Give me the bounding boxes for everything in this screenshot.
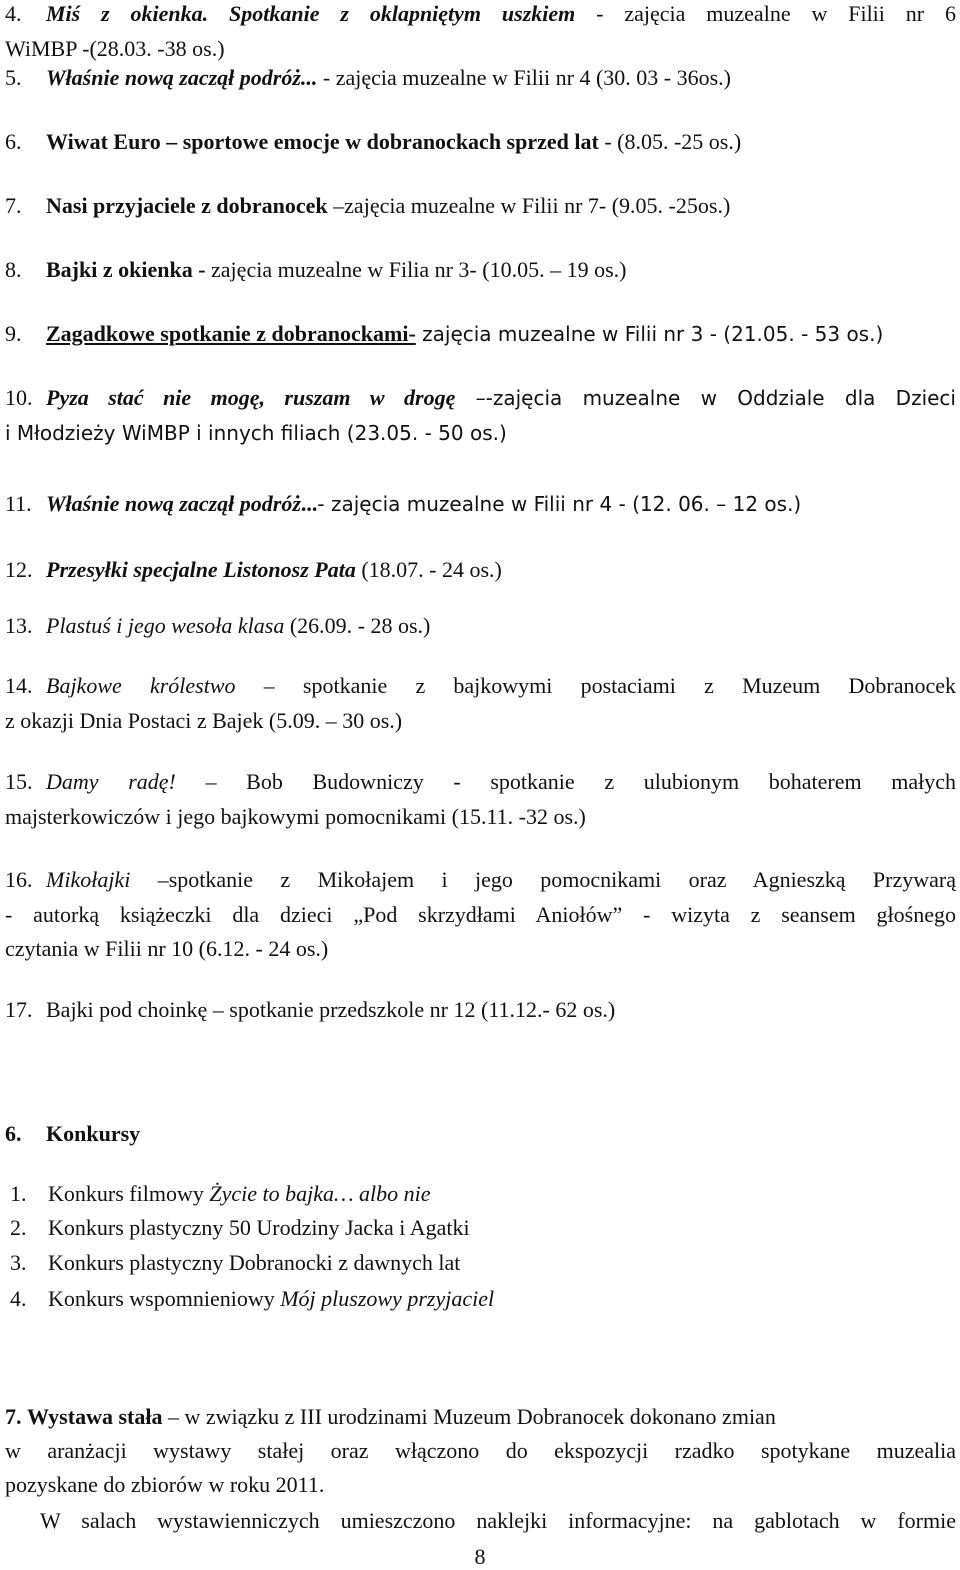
item-text [46,256,956,284]
item-continuation: majsterkowiczów i jego bajkowymi pomocnikami (15.11. -32 os.) [5,804,586,829]
item-text-part: zajęcia muzealne w Filii nr 3 - (21.05. - 53 os.) [415,322,884,346]
item-number: 12. [5,557,33,582]
item-text [46,0,956,28]
item-text-part: Miś z okienka. Spotkanie z oklapniętym uszkiem [46,1,576,26]
item-text-part: Bajkowe królestwo [46,673,236,698]
paragraph-line: W salach wystawienniczych umieszczono naklejki informacyjne: na gablotach w formie [40,1508,956,1533]
item-number: 14. [5,673,33,698]
item-text-part: (18.07. - 24 os.) [355,557,502,582]
item-text [46,612,956,640]
contest-number: 2. [10,1215,27,1240]
item-text-part: zajęcia muzealne w Filia nr 3- (10.05. – 19 os.) [211,257,627,282]
contest-title: Mój pluszowy przyjaciel [280,1286,495,1311]
section-title: Wystawa stała [27,1404,163,1429]
item-number: 10. [5,385,33,410]
item-text-part: Wiwat Euro – sportowe emocje w dobranockach sprzed lat [46,129,599,154]
item-text-part: Plastuś i jego wesoła klasa [46,613,285,638]
item-number: 8. [5,257,22,282]
item-number: 5. [5,65,22,90]
contest-text [48,1285,494,1313]
item-text-part: Bajki pod choinkę – spotkanie przedszkole nr 12 (11.12.- 62 os.) [46,997,616,1022]
item-text-part: ... [300,491,318,516]
contest-label: Konkurs plastyczny 50 Urodziny Jacka i Agatki [48,1215,470,1240]
contest-label: Konkurs plastyczny Dobranocki z dawnych lat [48,1250,461,1275]
item-text [46,384,956,412]
contest-label: Konkurs filmowy [48,1181,210,1206]
item-text [46,320,956,348]
paragraph-line: w aranżacji wystawy stałej oraz włączono do ekspozycji rzadko spotykane muzealia [5,1438,956,1463]
item-text-part: –zajęcia muzealne w Filii nr 7- (9.05. -25os.) [327,193,731,218]
item-text [46,556,956,584]
item-continuation: czytania w Filii nr 10 (6.12. - 24 os.) [5,936,329,961]
contest-number: 1. [10,1181,27,1206]
contest-title: Życie to bajka… albo nie [209,1181,431,1206]
item-text-part: Właśnie nową zaczął podróż [46,491,301,516]
paragraph-line: pozyskane do zbiorów w roku 2011. [5,1472,325,1497]
contest-number: 4. [10,1286,27,1311]
contest-text [48,1180,431,1208]
item-text-part: - zajęcia muzealne w Filii nr 6 [575,1,956,26]
item-text-part: Bajki z okienka [46,257,193,282]
item-text [46,64,956,92]
item-text-part: - [192,257,212,282]
item-continuation: z okazji Dnia Postaci z Bajek (5.09. – 30 os.) [5,708,403,733]
item-continuation: WiMBP -(28.03. -38 os.) [5,36,225,61]
item-text-part: – spotkanie z bajkowymi postaciami z Muzeum Dobranocek [235,673,956,698]
item-text [46,672,956,700]
page-number: 8 [474,1544,486,1569]
item-text [46,866,956,894]
item-number: 16. [5,867,33,892]
item-text-part: Pyza stać nie mogę, ruszam w drogę [46,385,456,410]
item-number: 6. [5,129,22,154]
item-text-part: - (8.05. -25 os.) [598,129,742,154]
item-text-part: Damy radę! [46,769,176,794]
item-text-part: – Bob Budowniczy - spotkanie z ulubionym bohaterem małych [175,769,956,794]
section-heading-wystawa [5,1400,956,1434]
item-text [46,490,956,518]
item-text-part: –-zajęcia muzealne w Oddziale dla Dzieci [455,386,956,410]
section-number: 6. [5,1121,22,1146]
item-text [46,128,956,156]
item-continuation: i Młodzieży WiMBP i innych filiach (23.05. - 50 os.) [5,421,507,445]
item-text-part: –spotkanie z Mikołajem i jego pomocnikami oraz Agnieszką Przywarą [130,867,956,892]
item-text-part: Przesyłki specjalne Listonosz Pata [46,557,356,582]
item-number: 15. [5,769,33,794]
item-text-part: Właśnie nową zaczął podróż... [46,65,318,90]
section-text: – w związku z III urodzinami Muzeum Dobranocek dokonano zmian [162,1404,776,1429]
item-number: 11. [5,491,32,516]
item-text [46,768,956,796]
item-text-part: - zajęcia muzealne w Filii nr 4 - (12. 06. – 12 os.) [317,492,802,516]
item-text-part: (26.09. - 28 os.) [284,613,431,638]
item-text-part: Zagadkowe spotkanie z dobranockami- [46,321,416,346]
item-number: 13. [5,613,33,638]
item-number: 7. [5,193,22,218]
item-number: 4. [5,1,22,26]
contest-text [48,1214,470,1242]
section-title: Konkursy [46,1121,141,1146]
section-number: 7. [5,1404,22,1429]
item-text-part: Mikołajki [46,867,131,892]
item-text [46,192,956,220]
item-number: 17. [5,997,33,1022]
item-text [46,996,956,1024]
item-number: 9. [5,321,22,346]
item-continuation: - autorką książeczki dla dzieci „Pod skrzydłami Aniołów” - wizyta z seansem głośnego [5,902,956,927]
contest-text [48,1249,460,1277]
item-text-part: - zajęcia muzealne w Filii nr 4 (30. 03 - 36os.) [317,65,731,90]
contest-number: 3. [10,1250,27,1275]
contest-label: Konkurs wspomnieniowy [48,1286,281,1311]
item-text-part: Nasi przyjaciele z dobranocek [46,193,328,218]
